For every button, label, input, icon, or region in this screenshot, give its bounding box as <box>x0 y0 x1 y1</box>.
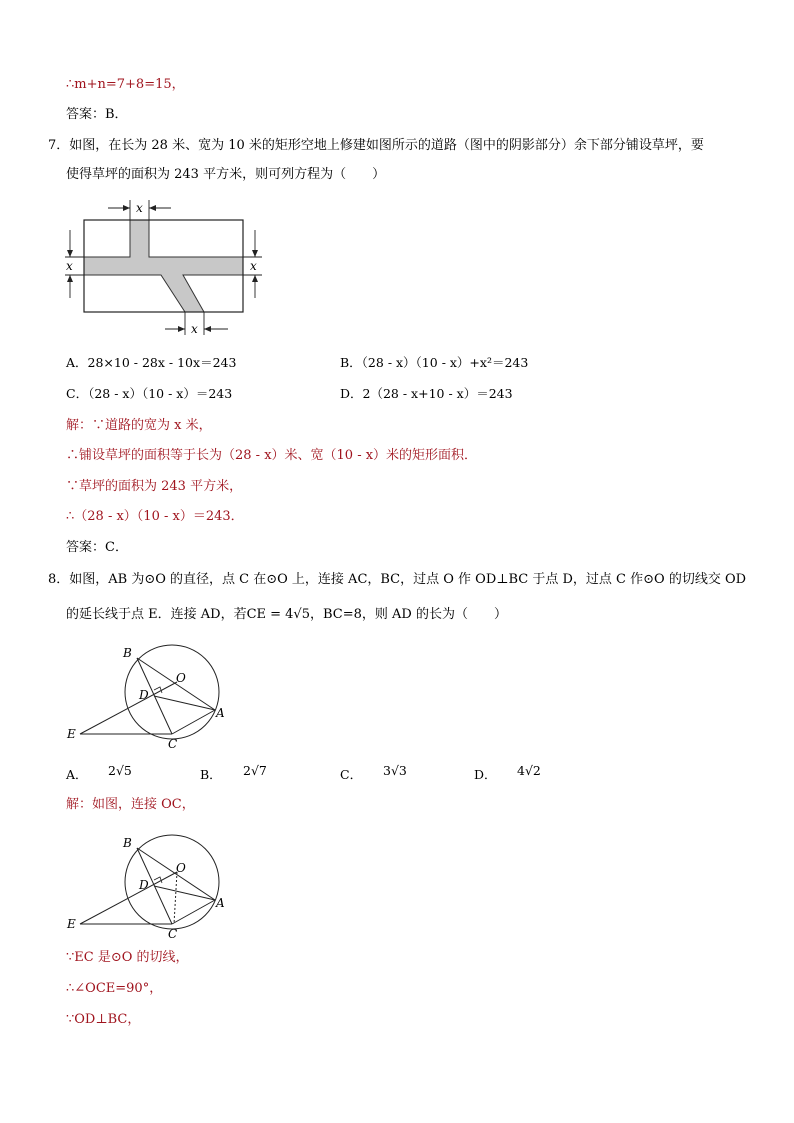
solution-line: ∴铺设草坪的面积等于长为（28 - x）米、宽（10 - x）米的矩形面积． <box>66 448 478 463</box>
dimension-label-right: x <box>250 259 257 273</box>
point-label-d: D <box>139 878 149 892</box>
point-label-a: A <box>216 706 225 720</box>
point-label-a: A <box>216 896 225 910</box>
option-c-value: 3√3 <box>383 763 407 778</box>
solution-line: ∵EC 是⊙O 的切线， <box>66 950 189 965</box>
road-diagram <box>60 195 280 340</box>
point-label-e: E <box>67 917 76 931</box>
option-c: C． <box>340 767 363 782</box>
option-b: B． <box>200 767 222 782</box>
option-d: D． <box>474 767 497 782</box>
solution-line: 解：如图，连接 OC， <box>66 797 195 812</box>
dimension-label-bottom: x <box>191 322 198 336</box>
point-label-b: B <box>123 836 132 850</box>
question-7-text-cont: 使得草坪的面积为 243 平方米，则可列方程为（ ） <box>66 167 386 182</box>
solution-line: 解：∵道路的宽为 x 米， <box>66 418 212 433</box>
option-d: D．2（28 - x+10 - x）＝243 <box>340 386 513 401</box>
circle-diagram <box>60 640 240 755</box>
solution-line: ∴m+n=7+8=15， <box>66 77 185 92</box>
dimension-label-top: x <box>136 201 143 215</box>
option-c: C．（28 - x）（10 - x）＝243 <box>66 386 233 401</box>
point-label-c: C <box>168 737 178 751</box>
road-shape <box>84 220 243 312</box>
answer-line: 答案：C． <box>66 540 128 555</box>
option-d-value: 4√2 <box>517 763 541 778</box>
option-a: A．28×10 - 28x - 10x＝243 <box>66 355 237 370</box>
point-label-b: B <box>123 646 132 660</box>
option-a-value: 2√5 <box>108 763 132 778</box>
question-8-text: 8．如图，AB 为⊙O 的直径，点 C 在⊙O 上，连接 AC，BC，过点 O 作 OD⊥BC 于点 D，过点 C 作⊙O 的切线交 OD <box>48 572 747 587</box>
point-label-d: D <box>139 688 149 702</box>
answer-line: 答案：B． <box>66 107 128 122</box>
option-b-value: 2√7 <box>243 763 267 778</box>
question-7-text: 7．如图，在长为 28 米、宽为 10 米的矩形空地上修建如图所示的道路（图中的阴影部分）余下部分铺设草坪，要 <box>48 138 704 153</box>
solution-line: ∵草坪的面积为 243 平方米， <box>66 479 243 494</box>
solution-line: ∵OD⊥BC， <box>66 1012 141 1027</box>
point-label-o: O <box>176 671 186 685</box>
circle-diagram-solution <box>60 830 240 945</box>
solution-line: ∴（28 - x）（10 - x）＝243． <box>66 509 244 524</box>
option-a: A． <box>66 767 88 782</box>
question-8-text-cont: 的延长线于点 E．连接 AD，若CE = 4√5，BC=8，则 AD 的长为（ ） <box>66 607 507 622</box>
point-label-o: O <box>176 861 186 875</box>
point-label-e: E <box>67 727 76 741</box>
point-label-c: C <box>168 927 178 941</box>
solution-line: ∴∠OCE=90°， <box>66 981 163 996</box>
option-b: B．（28 - x）（10 - x）+x²＝243 <box>340 355 529 370</box>
dimension-label-left: x <box>66 259 73 273</box>
